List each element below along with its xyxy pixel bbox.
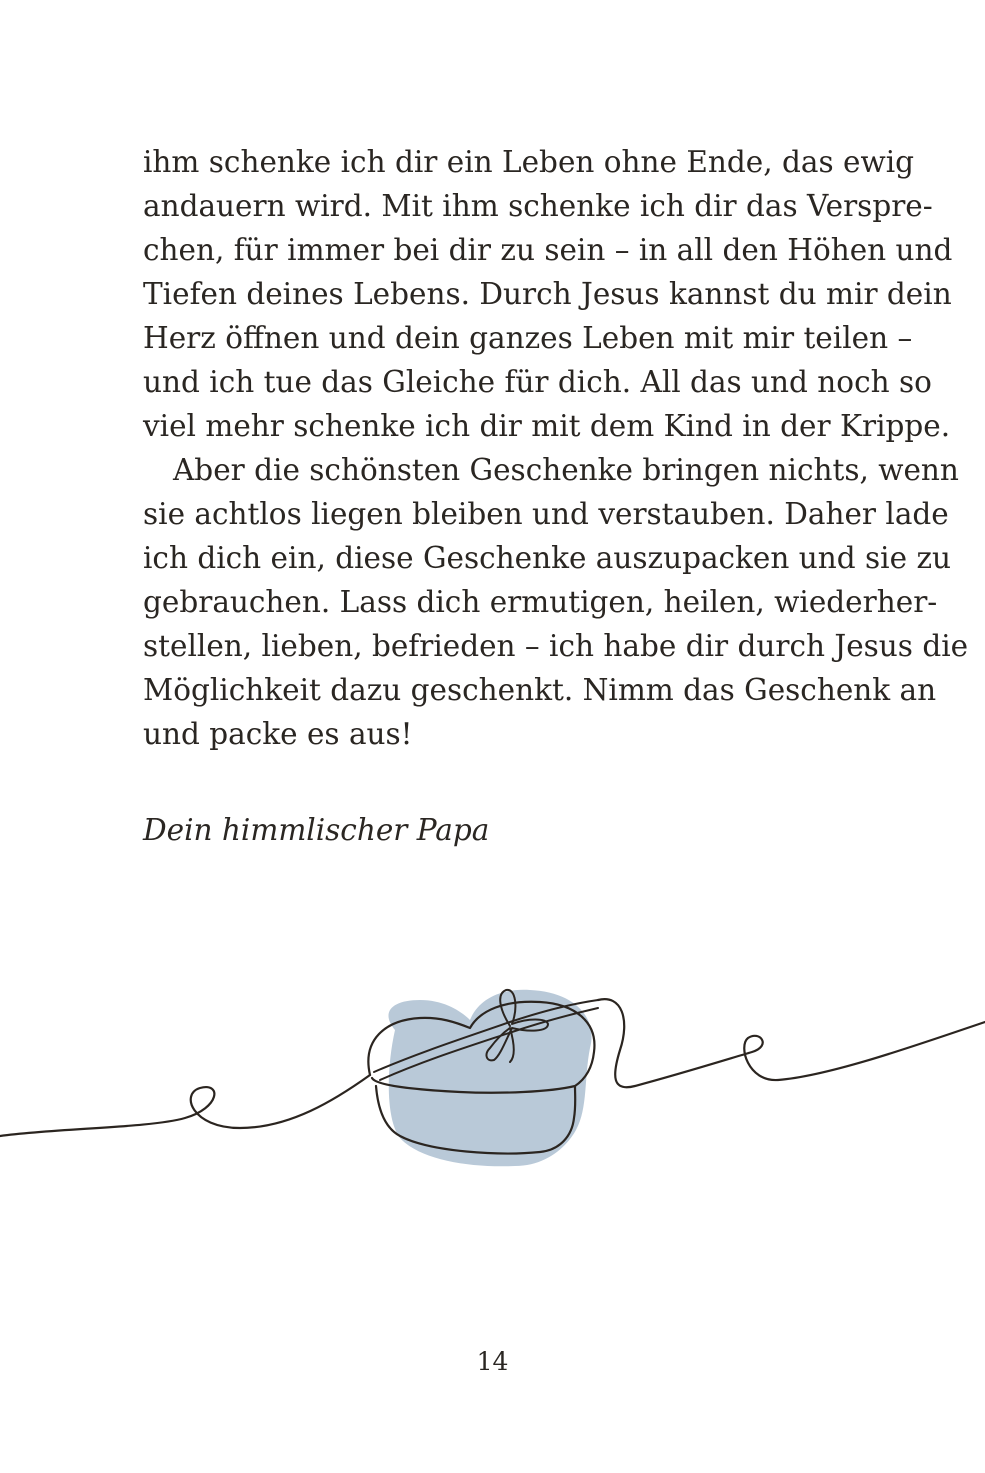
string-line <box>0 1075 370 1136</box>
text-line: Möglichkeit dazu geschenkt. Nimm das Geschenk an <box>143 673 937 707</box>
text-line: stellen, lieben, befrieden – ich habe dir durch Jesus die <box>143 629 969 663</box>
text-line: und packe es aus! <box>143 717 413 751</box>
text-line: gebrauchen. Lass dich ermutigen, heilen, wiederher- <box>143 585 938 619</box>
text-line: ihm schenke ich dir ein Leben ohne Ende, das ewig <box>143 145 915 179</box>
signature: Dein himmlischer Papa <box>143 813 490 847</box>
body-text <box>143 140 969 756</box>
string-line <box>598 999 985 1087</box>
heart-gift-box-icon <box>0 960 985 1190</box>
page-number: 14 <box>476 1347 509 1376</box>
text-line: ich dich ein, diese Geschenke auszupacken und sie zu <box>143 541 951 575</box>
text-line: Tiefen deines Lebens. Durch Jesus kannst du mir dein <box>143 277 952 311</box>
text-line: und ich tue das Gleiche für dich. All das und noch so <box>143 365 932 399</box>
text-line: Herz öffnen und dein ganzes Leben mit mir teilen – <box>143 321 913 355</box>
text-line: andauern wird. Mit ihm schenke ich dir das Verspre- <box>143 189 933 223</box>
text-line: Aber die schönsten Geschenke bringen nichts, wenn <box>173 453 959 487</box>
text-line: viel mehr schenke ich dir mit dem Kind in der Krippe. <box>143 409 951 443</box>
text-line: chen, für immer bei dir zu sein – in all den Höhen und <box>143 233 953 267</box>
text-line: sie achtlos liegen bleiben und verstauben. Daher lade <box>143 497 949 531</box>
